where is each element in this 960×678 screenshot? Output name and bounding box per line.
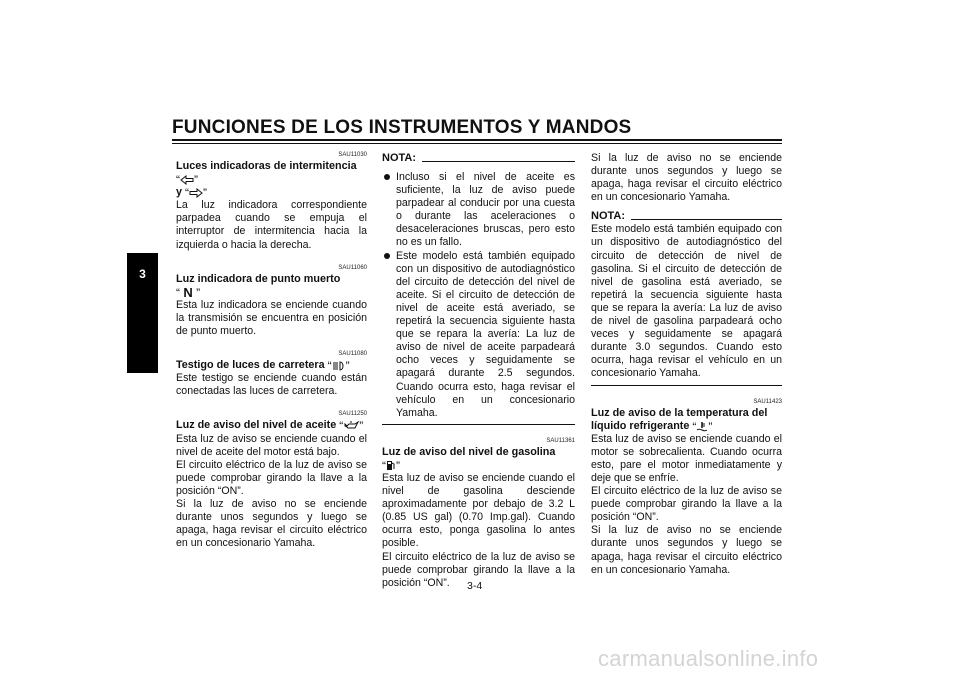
oil-heading: Luz de aviso del nivel de aceite “ ” <box>176 419 364 434</box>
header-rule-thin <box>172 143 782 144</box>
fuel-heading: Luz de aviso del nivel de gasolina “ ” <box>382 445 556 473</box>
note-item: Incluso si el nivel de aceite es suficiente, la luz de aviso puede parpadear al conducir por una cuesta o durante las aceleraciones o desaceleraciones bruscas, pero esto no es un fallo. <box>382 171 575 250</box>
column-1 <box>176 152 367 550</box>
fuel-note-text: Este modelo está también equipado con un dispositivo de autodiagnóstico del circuito de detección de nivel de gasolina. Si el circuito de detección de nivel de gasolina está averiado, se repetirá la secuencia siguiente hasta que se repara la avería: La luz de aviso de nivel de gasolina parpadeará ocho veces y seguidamente se apagará durante 3.0 segundos. Cuando esto ocurra, haga revisar el vehículo en un concesionario Yamaha. <box>591 223 782 380</box>
high-beam-text: Este testigo se enciende cuando están conectadas las luces de carretera. <box>176 372 367 398</box>
oil-can-icon: “ ” <box>339 419 364 434</box>
section-code: SAU11080 <box>338 351 367 358</box>
page-title: FUNCIONES DE LOS INSTRUMENTOS Y MANDOS <box>172 117 632 138</box>
thermometer-icon: “ ” <box>692 419 713 434</box>
column-2 <box>382 152 575 590</box>
turn-signal-heading: Luces indicadoras de intermitencia “ ” y “ ” <box>176 160 357 201</box>
fuel-pump-icon: “ ” <box>382 458 400 473</box>
header-rule <box>172 139 782 141</box>
note-heading: NOTA: <box>382 152 575 165</box>
oil-text-2: El circuito eléctrico de la luz de aviso se puede comprobar girando la llave a la posición “ON”. <box>176 458 367 497</box>
coolant-text-1: Esta luz de aviso se enciende cuando el motor se sobrecalienta. Cuando ocurra esto, pare el motor inmediatamente y deje que se enfríe. <box>591 432 782 484</box>
coolant-text-2: El circuito eléctrico de la luz de aviso se puede comprobar girando la llave a la posición “ON”. <box>591 485 782 524</box>
page-number: 3-4 <box>467 580 483 592</box>
section-code: SAU11030 <box>338 152 367 158</box>
section-code: SAU11361 <box>546 437 575 444</box>
bullet-icon <box>384 174 390 180</box>
oil-text-3: Si la luz de aviso no se enciende durante unos segundos y luego se apaga, haga revisar el circuito eléctrico en un concesionario Yamaha. <box>176 497 367 550</box>
chapter-number: 3 <box>139 267 146 281</box>
column-3 <box>591 152 782 577</box>
bullet-icon <box>384 253 390 259</box>
high-beam-icon: “ ” <box>327 359 350 374</box>
coolant-heading: Luz de aviso de la temperatura del líquido refrigerante “ ” <box>591 406 768 434</box>
right-arrow-icon: “ ” <box>185 186 208 201</box>
chapter-tab <box>127 253 158 373</box>
section-code: SAU11060 <box>338 264 367 271</box>
note-heading: NOTA: <box>591 210 782 223</box>
neutral-symbol: “ N ” <box>176 284 201 300</box>
oil-text-1: Esta luz de aviso se enciende cuando el nivel de aceite del motor está bajo. <box>176 432 367 458</box>
fuel-text-2: El circuito eléctrico de la luz de aviso se puede comprobar girando la llave a la posición “ON”. <box>382 550 575 589</box>
section-code: SAU11423 <box>753 398 782 405</box>
left-arrow-icon: “ ” <box>176 173 198 188</box>
note-item: Este modelo está también equipado con un dispositivo de autodiagnóstico del circuito de detección del nivel de aceite. Si el circuito de detección de nivel de aceite está averiado, se repetirá la secuencia siguiente hasta que se repara la avería: La luz de aviso de nivel de aceite parpadeará ocho veces y seguidamente se apagará durante 2.5 segundos. Cuando ocurra esto, haga revisar el vehículo en un concesionario Yamaha. <box>382 250 575 420</box>
coolant-text-3: Si la luz de aviso no se enciende durante unos segundos y luego se apaga, haga revisar el circuito eléctrico en un concesionario Yamaha. <box>591 524 782 576</box>
turn-signal-text: La luz indicadora correspondiente parpadea cuando se empuja el interruptor de intermitencia hacia la izquierda o hacia la derecha. <box>176 199 367 251</box>
neutral-text: Esta luz indicadora se enciende cuando la transmisión se encuentra en posición de punto muerto. <box>176 298 367 338</box>
fuel-text-3: Si la luz de aviso no se enciende durante unos segundos y luego se apaga, haga revisar el circuito eléctrico en un concesionario Yamaha. <box>591 152 782 204</box>
watermark: carmanualsonline.info <box>598 646 819 671</box>
section-code: SAU11250 <box>338 411 367 418</box>
high-beam-heading: Testigo de luces de carretera “ ” <box>176 359 350 374</box>
fuel-text-1: Esta luz de aviso se enciende cuando el nivel de gasolina desciende aproximadamente por debajo de 3.2 L (0.85 US gal) (0.70 Imp.gal). Cuando ocurra esto, ponga gasolina lo antes posible. <box>382 471 575 550</box>
neutral-heading: Luz indicadora de punto muerto “ N ” <box>176 272 341 300</box>
